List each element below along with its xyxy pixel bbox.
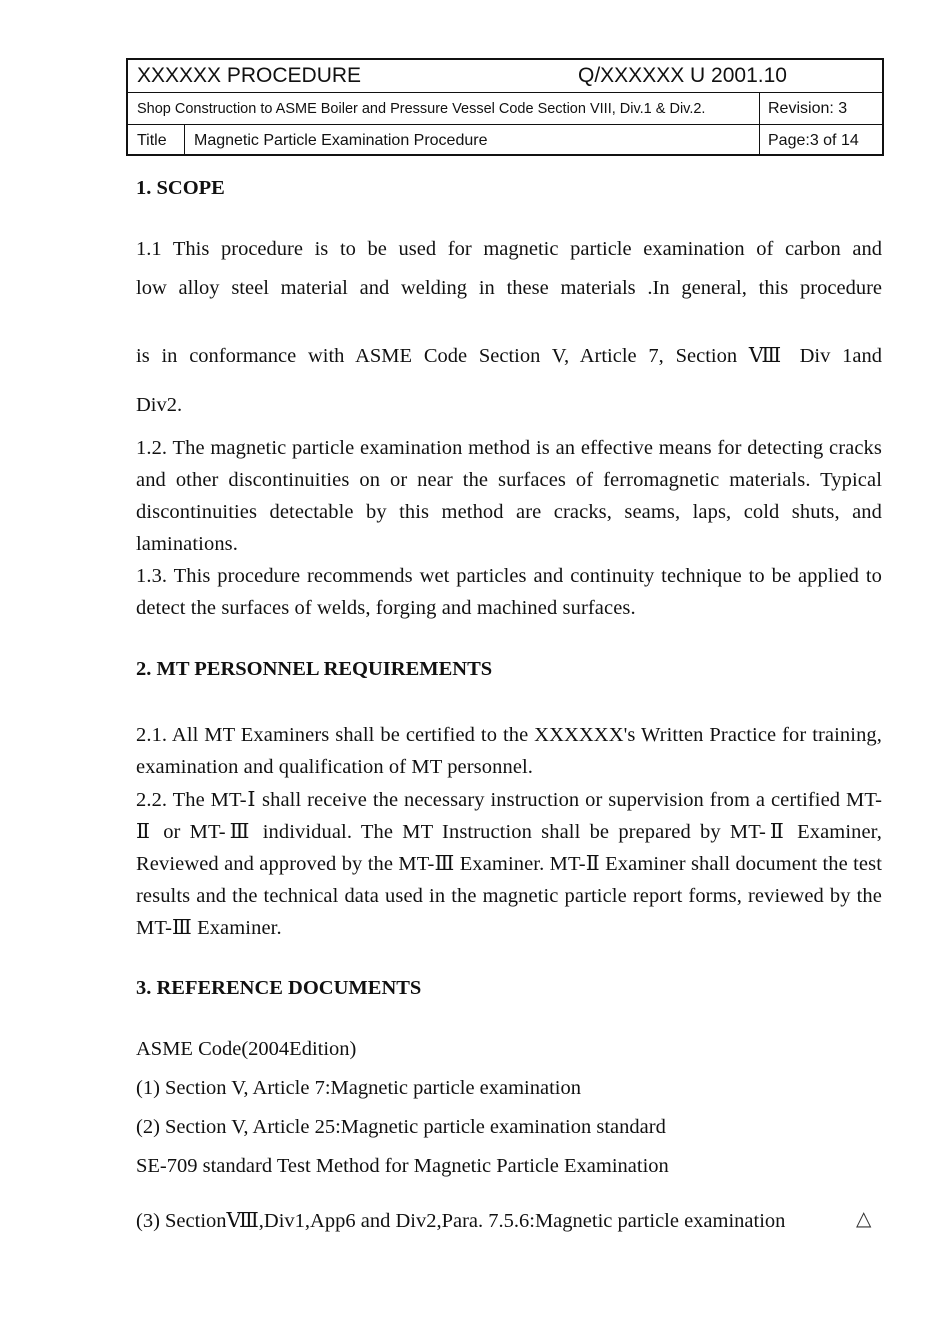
scope-paragraph-1-line-3: is in conformance with ASME Code Section V, Article 7, Section Ⅷ Div 1and [136, 345, 882, 367]
procedure-name: XXXXXX PROCEDURE [137, 64, 362, 87]
reference-item-3: (3) SectionⅧ,Div1,App6 and Div2,Para. 7.5.6:Magnetic particle examination [136, 1210, 786, 1232]
header-row-1 [128, 60, 882, 93]
revision-triangle-icon: △ [856, 1206, 872, 1230]
document-number: Q/XXXXXX U 2001.10 [578, 64, 787, 87]
header-row-2 [128, 93, 882, 125]
document-title: Magnetic Particle Examination Procedure [194, 131, 488, 149]
header-row-3 [128, 125, 882, 156]
reference-item-1: (1) Section V, Article 7:Magnetic particle examination [136, 1077, 581, 1099]
document-header-table [126, 58, 884, 156]
revision-number: Revision: 3 [759, 93, 882, 124]
scope-paragraph-1-line-4: Div2. [136, 394, 183, 416]
personnel-paragraph-1: 2.1. All MT Examiners shall be certified to the XXXXXX's Written Practice for training, examination and qualification of MT personnel. [136, 724, 882, 778]
section-2-heading: 2. MT PERSONNEL REQUIREMENTS [136, 658, 493, 680]
title-label: Title [128, 125, 185, 156]
scope-paragraph-1-line-2: low alloy steel material and welding in these materials .In general, this procedure [136, 277, 882, 299]
reference-item-2-standard: SE-709 standard Test Method for Magnetic Particle Examination [136, 1155, 669, 1177]
reference-code-edition: ASME Code(2004Edition) [136, 1038, 357, 1060]
section-3-heading: 3. REFERENCE DOCUMENTS [136, 977, 422, 999]
personnel-paragraph-2: 2.2. The MT-Ⅰ shall receive the necessary instruction or supervision from a certified MT-Ⅱ or MT-Ⅲ individual. The MT Instruction shall be prepared by MT-Ⅱ Examiner, Reviewed and approved by the MT-Ⅲ Examiner. MT-Ⅱ Examiner shall document the test results and the technical data used in the magnetic particle report forms, reviewed by the MT-Ⅲ Examiner. [136, 789, 882, 939]
scope-paragraph-1-line-1: 1.1 This procedure is to be used for magnetic particle examination of carbon and [136, 238, 882, 260]
reference-item-2: (2) Section V, Article 25:Magnetic particle examination standard [136, 1116, 666, 1138]
page-number: Page:3 of 14 [759, 125, 882, 156]
section-1-heading: 1. SCOPE [136, 177, 225, 199]
scope-paragraph-3: 1.3. This procedure recommends wet particles and continuity technique to be applied to detect the surfaces of welds, forging and machined surfaces. [136, 565, 882, 619]
construction-scope: Shop Construction to ASME Boiler and Pressure Vessel Code Section VIII, Div.1 & Div.2. [137, 100, 706, 117]
scope-paragraph-2: 1.2. The magnetic particle examination method is an effective means for detecting cracks and other discontinuities on or near the surfaces of ferromagnetic materials. Typical discontinuities detectable by this method are cracks, seams, laps, cold shuts, and laminations. [136, 437, 882, 555]
